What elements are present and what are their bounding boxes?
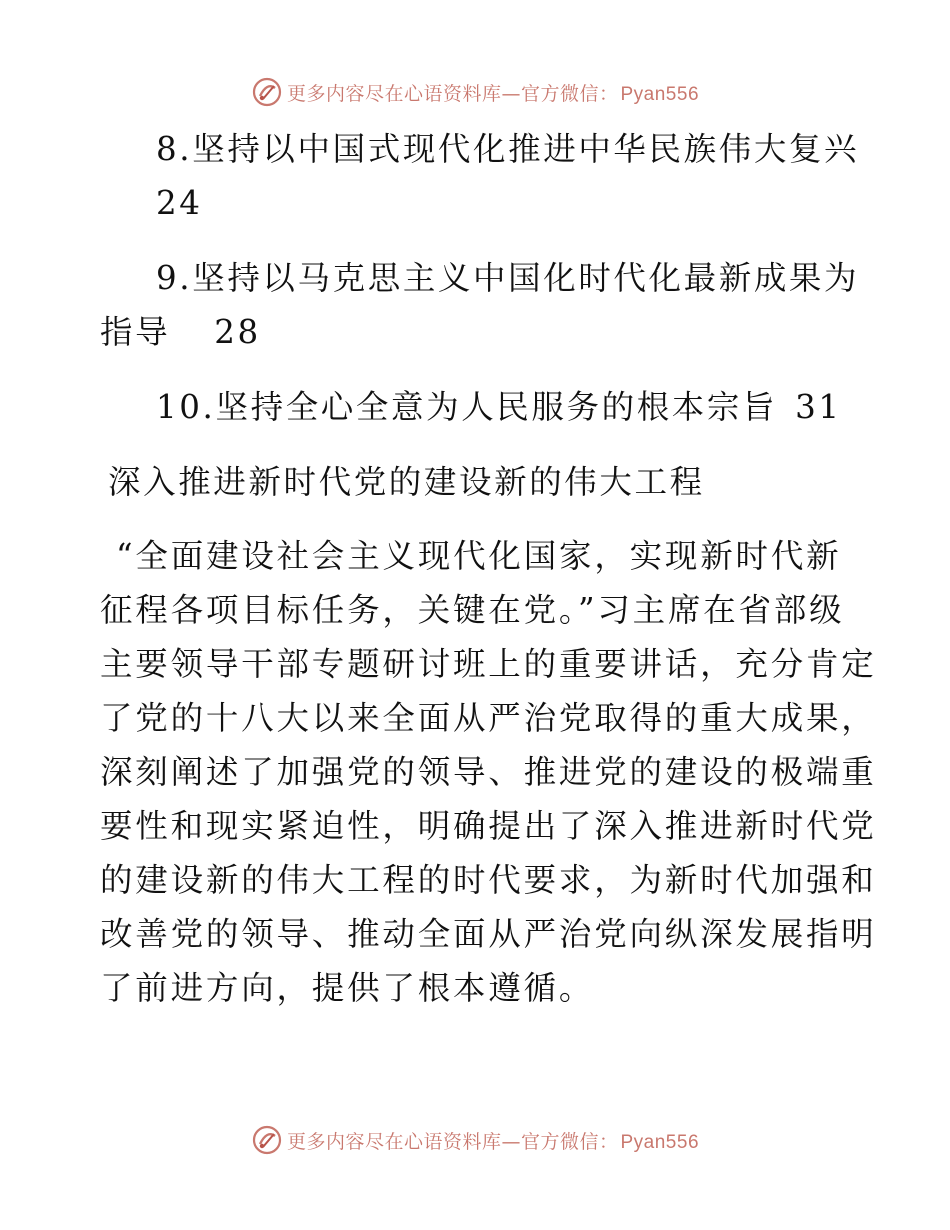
toc-title: 坚持全心全意为人民服务的根本宗旨 [215,388,778,426]
toc-entry [100,251,860,359]
logo-icon [251,1124,283,1156]
toc-number: 8. [156,130,193,168]
toc-title: 坚持以马克思主义中国化时代化最新成果为 [192,259,860,297]
toc-title-continued: 指导 [100,313,171,351]
document-body [100,122,877,1015]
toc-page: 24 [156,184,203,222]
header-watermark [0,72,950,112]
footer-watermark [0,1120,950,1160]
toc-page: 31 [795,388,842,426]
section-heading: 深入推进新时代党的建设新的伟大工程 [108,463,705,501]
paragraph-line: 主要领导干部专题研讨班上的重要讲话，充分肯定 [100,645,877,683]
paragraph-line: 的建设新的伟大工程的时代要求，为新时代加强和 [100,861,877,899]
paragraph-line: 要性和现实紧迫性，明确提出了深入推进新时代党 [100,807,877,845]
paragraph-line: “全面建设社会主义现代化国家，实现新时代新 [116,537,842,575]
watermark-text: 更多内容尽在心语资料库—官方微信： Pyan556 [286,82,700,105]
paragraph-line: 深刻阐述了加强党的领导、推进党的建设的极端重 [100,753,877,791]
paragraph-line: 改善党的领导、推动全面从严治党向纵深发展指明 [100,915,877,953]
toc-title: 坚持以中国式现代化推进中华民族伟大复兴 [192,130,860,168]
toc-number: 9. [156,259,193,297]
paragraph-line: 了前进方向，提供了根本遵循。 [100,969,595,1007]
toc-entry [100,122,860,230]
toc-page: 28 [214,313,261,351]
toc-entry [100,380,860,434]
toc-number: 10. [156,388,216,426]
paragraph-line: 征程各项目标任务，关键在党。”习主席在省部级 [100,591,845,629]
watermark-text: 更多内容尽在心语资料库—官方微信： Pyan556 [286,1130,700,1153]
body-paragraph [100,529,877,1015]
logo-icon [251,76,283,108]
paragraph-line: 了党的十八大以来全面从严治党取得的重大成果， [100,699,877,737]
